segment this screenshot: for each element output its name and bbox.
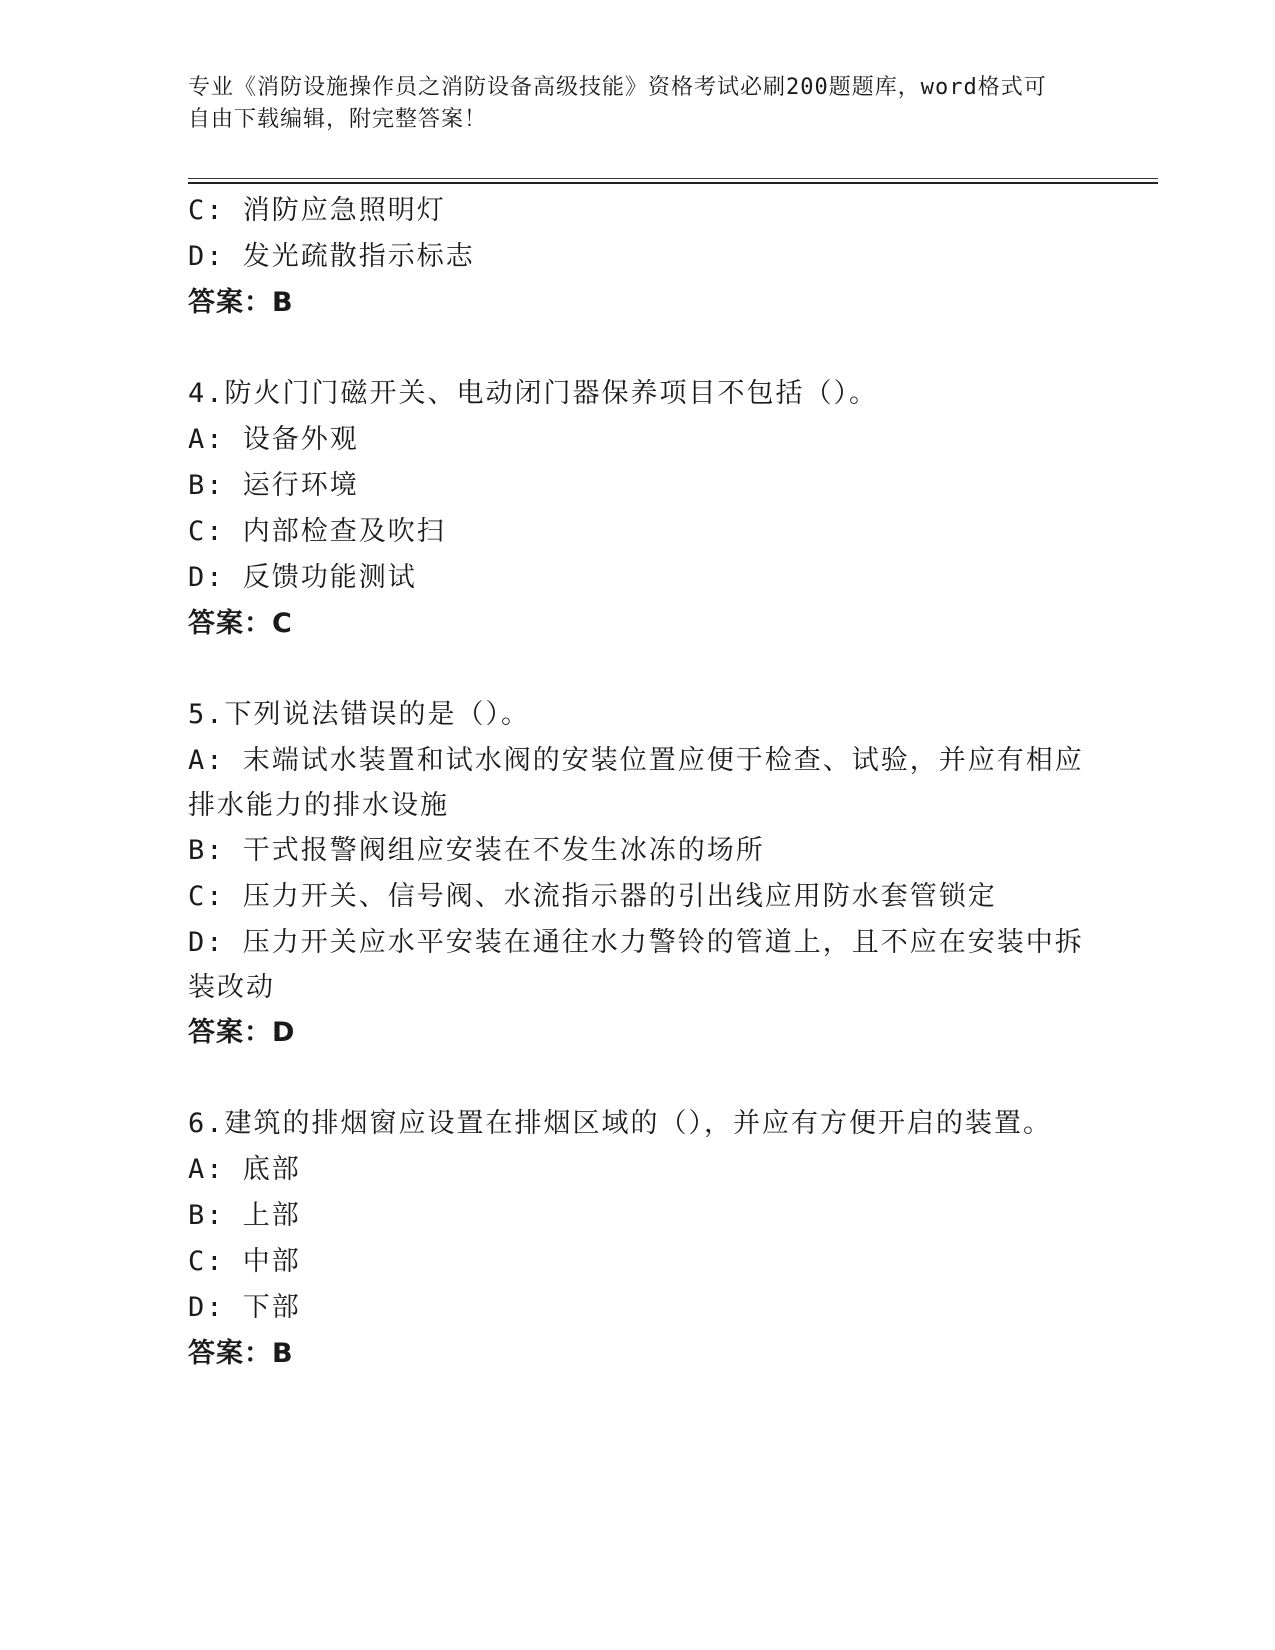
answer-line: 答案：C	[188, 608, 293, 639]
question-block-6	[188, 1101, 1088, 1377]
option-c: C: 压力开关、信号阀、水流指示器的引出线应用防水套管锁定	[188, 881, 997, 912]
header-rule-thin	[188, 178, 1158, 179]
answer-line: 答案：D	[188, 1017, 296, 1048]
question-block-3	[188, 188, 1088, 326]
option-b: B: 上部	[188, 1200, 301, 1231]
question-content	[188, 188, 1088, 1377]
answer-line: 答案：B	[188, 287, 294, 318]
option-c: C: 消防应急照明灯	[188, 195, 446, 226]
option-d: D: 下部	[188, 1292, 301, 1323]
option-a: A: 设备外观	[188, 424, 359, 455]
spacer	[188, 1056, 1088, 1101]
question-text: 5.下列说法错误的是（）。	[188, 699, 531, 730]
spacer	[188, 326, 1088, 371]
option-d: D: 压力开关应水平安装在通往水力警铃的管道上，且不应在安装中拆装改动	[188, 927, 1084, 1003]
question-block-5	[188, 692, 1088, 1056]
option-d: D: 发光疏散指示标志	[188, 241, 475, 272]
spacer	[188, 647, 1088, 692]
option-c: C: 中部	[188, 1246, 301, 1277]
option-b: B: 干式报警阀组应安装在不发生冰冻的场所	[188, 835, 765, 866]
option-a: A: 底部	[188, 1154, 301, 1185]
option-d: D: 反馈功能测试	[188, 562, 417, 593]
answer-line: 答案：B	[188, 1338, 294, 1369]
option-b: B: 运行环境	[188, 470, 359, 501]
option-c: C: 内部检查及吹扫	[188, 516, 446, 547]
document-header: 专业《消防设施操作员之消防设备高级技能》资格考试必刷200题题库，word格式可自由下载编辑，附完整答案！	[188, 75, 1047, 132]
header-rule-thick	[188, 182, 1158, 184]
question-block-4	[188, 371, 1088, 647]
question-text: 6.建筑的排烟窗应设置在排烟区域的（），并应有方便开启的装置。	[188, 1108, 1053, 1139]
question-text: 4.防火门门磁开关、电动闭门器保养项目不包括（）。	[188, 378, 879, 409]
option-a: A: 末端试水装置和试水阀的安装位置应便于检查、试验，并应有相应排水能力的排水设施	[188, 745, 1084, 821]
